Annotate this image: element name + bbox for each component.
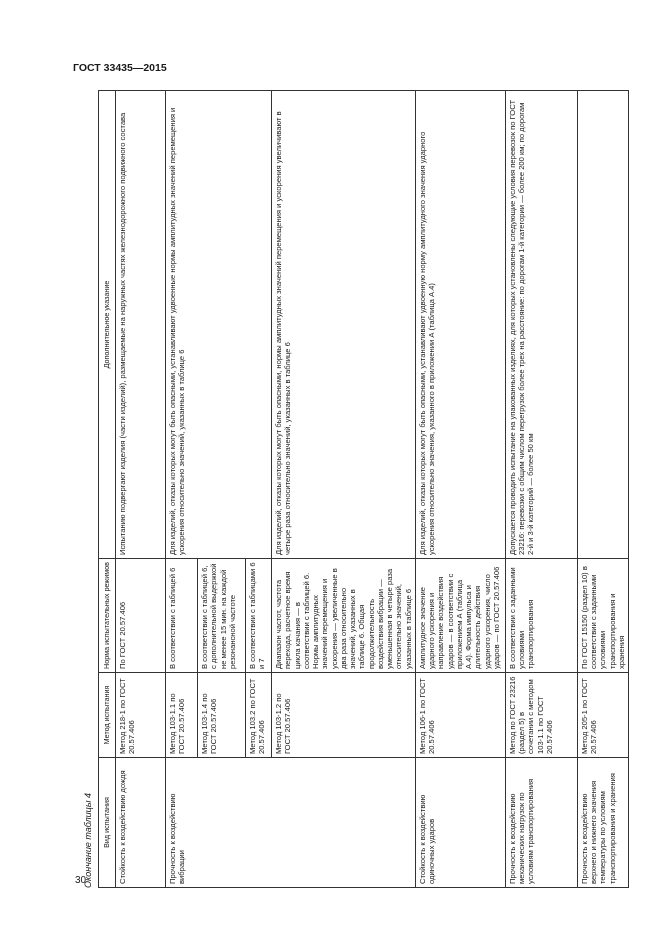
test-table [98, 90, 629, 888]
cell-note: Для изделий, отказы которых могут быть опасными, устанавливают удвоенную норму амплитудного значения ударного ускорения относительно значения, указанного в приложении А (таблица А.4) [415, 91, 505, 559]
table-header-row [99, 91, 116, 888]
cell-method: Метод 103-1.1 по ГОСТ 20.57.406 [166, 673, 198, 758]
cell-type: Прочность к воздействию вибрации [166, 758, 416, 888]
page-number: 30 [75, 875, 87, 886]
cell-method: Метод 103.2 по ГОСТ 20.57.406 [246, 673, 272, 758]
cell-norm: В соответствии с таблицами 6 и 7 [246, 559, 272, 673]
cell-norm: Диапазон частот, частота перехода, расчетное время цикла качания — в соответствии с таблицей 6. Нормы амплитудных значений перемещения и ускорения — увеличенные в два раза относительно значений, указанных в таблице 6. Общая продолжительность воздействия вибрации — уменьшенная в четыре раза относительно значений, указанных в таблице 6 [272, 559, 416, 673]
col-header-norm: Норма испытательных режимов [99, 559, 116, 673]
cell-norm: В соответствии с таблицей 6, с дополнительной выдержкой не менее 15 мин. на каждой резонансной частоте [198, 559, 246, 673]
table-caption: Окончание таблицы 4 [83, 793, 93, 888]
table-row [166, 91, 198, 888]
col-header-type: Вид испытания [99, 758, 116, 888]
table-row [415, 91, 505, 888]
cell-type: Прочность к воздействию верхнего и нижнего значения температуры по условиям транспортирования и хранения [577, 758, 628, 888]
cell-note: Для изделий, отказы которых могут быть опасными, устанавливают удвоенные нормы амплитудных значений перемещения и ускорения относительно значений, указанных в таблице 6 [166, 91, 272, 559]
table-row [577, 91, 628, 888]
cell-method: Метод 103-1.2 по ГОСТ 20.57.406 [272, 673, 416, 758]
cell-method: Метод 103-1.4 по ГОСТ 20.57.406 [198, 673, 246, 758]
rotated-table-region [83, 91, 626, 888]
cell-type: Стойкость к воздействию дождя [116, 758, 166, 888]
cell-norm: Амплитудное значение ударного ускорения и направление воздействия ударов — в соответствии с приложением А (таблица А.4). Форма импульса и длительность действия ударного ускорения, число ударов — по ГОСТ 20.57.406 [415, 559, 505, 673]
cell-note: Для изделий, отказы которых могут быть опасными, нормы амплитудных значений перемещения и ускорения увеличивают в четыре раза относительно значений, указанных в таблице 6 [272, 91, 416, 559]
table-row [505, 91, 577, 888]
cell-norm: По ГОСТ 20.57.406 [116, 559, 166, 673]
col-header-note: Дополнительное указание [99, 91, 116, 559]
cell-type: Стойкость к воздействию одиночных ударов [415, 758, 505, 888]
cell-note [577, 91, 628, 559]
document-title: ГОСТ 33435—2015 [73, 62, 167, 74]
cell-method: Метод 106-1 по ГОСТ 20.57.406 [415, 673, 505, 758]
cell-note: Допускается проводить испытание на упакованных изделиях, для которых установлены следующие условия перевозок по ГОСТ 23216: перевозки с общим числом перегрузок более трех на расстояние: по дорогам 1-й категории — более 200 км; по дорогам 2-й и 3-й категорий — более 50 км [505, 91, 577, 559]
cell-note: Испытанию подвергают изделия (части изделий), размещаемые на наружных частях железнодорожного подвижного состава [116, 91, 166, 559]
table-row [116, 91, 166, 888]
cell-norm: В соответствии с заданными условиями транспортирования [505, 559, 577, 673]
cell-type: Прочность к воздействию механических нагрузок по условиям транспортирования [505, 758, 577, 888]
cell-norm: По ГОСТ 15150 (раздел 10) в соответствии с заданными условиями транспортирования и хранения [577, 559, 628, 673]
cell-norm: В соответствии с таблицей 6 [166, 559, 198, 673]
cell-method: Метод 205-1 по ГОСТ 20.57.406 [577, 673, 628, 758]
col-header-method: Метод испытания [99, 673, 116, 758]
cell-method: Метод 218-1 по ГОСТ 20.57.406 [116, 673, 166, 758]
cell-method: Метод по ГОСТ 23216 (раздел 5) в сочетании с методом 103-1.1 по ГОСТ 20.57.406 [505, 673, 577, 758]
